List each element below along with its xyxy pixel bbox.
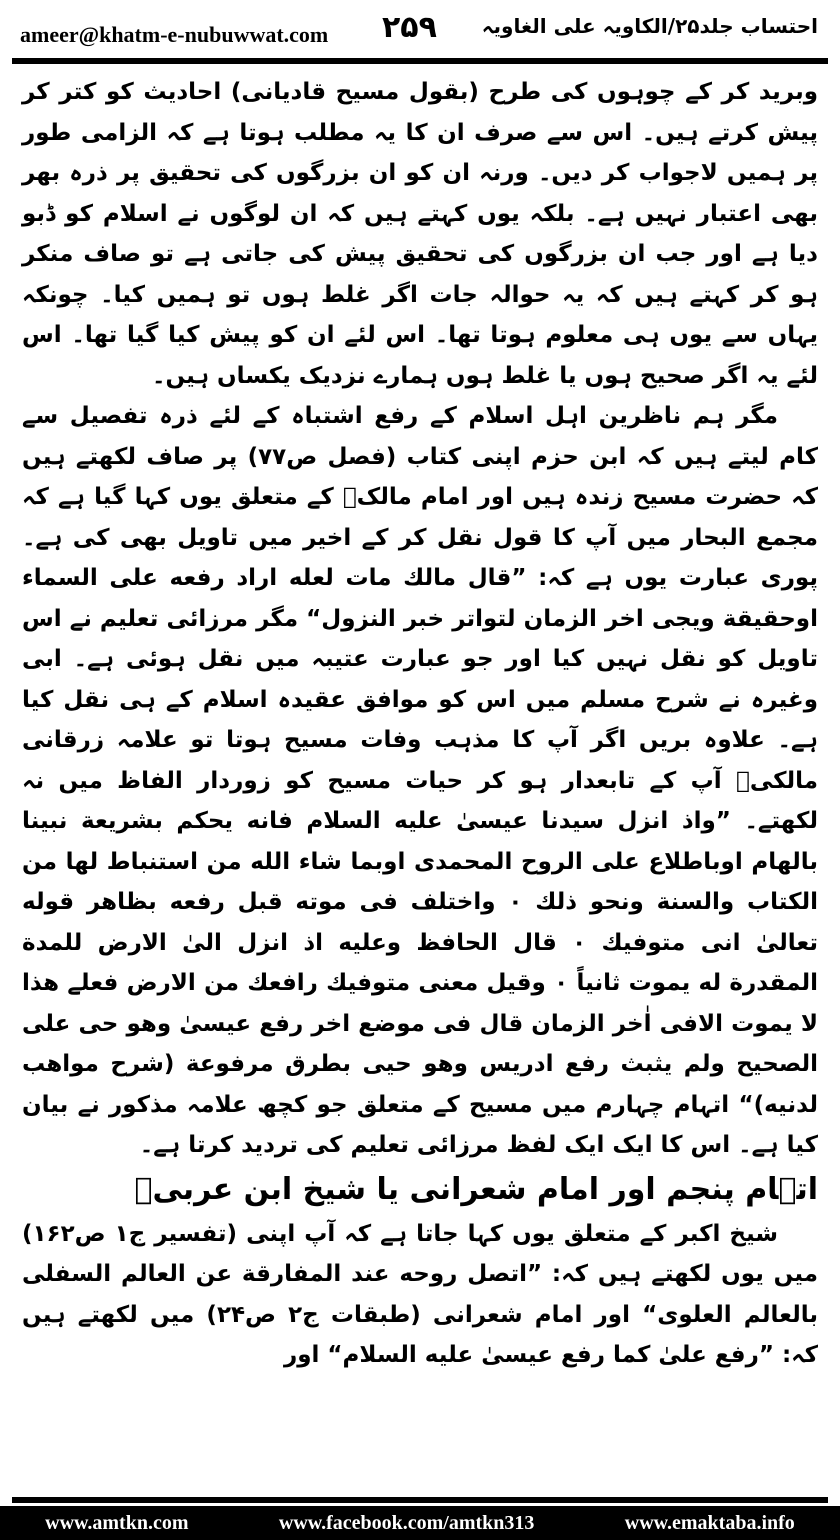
page-body [22, 72, 818, 1376]
book-title: احتساب جلد۲۵/الکاویہ علی الغاویہ [481, 14, 818, 38]
paragraph-2: مگر ہم ناظرین اہل اسلام کے رفع اشتباہ کے لئے ذرہ تفصیل سے کام لیتے ہیں کہ ابن حزم اپنی کتاب (فصل ص۷۷) پر صاف لکھتے ہیں کہ حضرت مسیح زندہ ہیں اور امام مالکؒ کے متعلق یوں کہا گیا ہے کہ مجمع البحار میں آپ کا قول نقل کر کے اخیر میں تاویل بھی کی ہے۔ پوری عبارت یوں ہے کہ: ”قال مالك مات لعله اراد رفعه على السماء اوحقيقة ويجى اخر الزمان لتواتر خبر النزول“ مگر مرزائی تعلیم نے اس تاویل کو نقل نہیں کیا اور جو عبارت عتیبہ میں نقل ہوئی ہے۔ ابی وغیرہ نے شرح مسلم میں اس کو موافق عقیدہ اسلام کے ہی نقل کیا ہے۔ علاوہ بریں اگر آپ کا مذہب وفات مسیح ہوتا تو علامہ زرقانی مالکیؒ آپ کے تابعدار ہو کر حیات مسیح کو زوردار الفاظ میں نہ لکھتے۔ ”واذ انزل سيدنا عيسىٰ عليه السلام فانه يحكم بشريعة نبينا بالهام اوباطلاع على الروح المحمدى اوبما شاء الله من استنباط لها من الكتاب والسنة ونحو ذلك ۰ واختلف فى موته قبل رفعه بظاهر قوله تعالىٰ انى متوفيك ۰ قال الحافظ وعليه اذ انزل الىٰ الارض للمدة المقدرة له يموت ثانياً ۰ وقيل معنى متوفيك رافعك من الارض فعلے هذا لا يموت الافى اٰخر الزمان قال فى موضع اخر رفع عيسىٰ وهو حى على الصحيح ولم يثبث رفع ادريس وهو حيى بطرق مرفوعة (شرح مواهب لدنيه)“ اتہام چہارم میں مسیح کے متعلق جو کچھ علامہ مذکور نے بیان کیا ہے۔ اس کا ایک ایک لفظ مرزائی تعلیم کی تردید کرتا ہے۔ [22, 403, 819, 1158]
header-rule [12, 58, 828, 64]
page-number: ۲۵۹ [382, 10, 437, 45]
header-email: ameer@khatm-e-nubuwwat.com [20, 22, 329, 47]
footer-link-emaktaba[interactable]: www.emaktaba.info [624, 1511, 795, 1534]
footer-link-facebook[interactable]: www.facebook.com/amtkn313 [278, 1511, 535, 1534]
footer-link-amtkn[interactable]: www.amtkn.com [45, 1511, 189, 1534]
section-heading: اتہام پنجم اور امام شعرانی یا شیخ ابن عربیؒ [134, 1171, 818, 1207]
paragraph-3: شیخ اکبر کے متعلق یوں کہا جاتا ہے کہ آپ اپنی (تفسیر ج۱ ص۱۶۲) میں یوں لکھتے ہیں کہ: ”اتصل روحه عند المفارقة عن العالم السفلى بالعالم العلوى“ اور امام شعرانی (طبقات ج۲ ص۲۴) میں لکھتے ہیں کہ: ”رفع علىٰ كما رفع عيسىٰ عليه السلام“ اور [22, 1220, 819, 1368]
page-header [0, 0, 840, 62]
page-footer [0, 1506, 840, 1540]
paragraph-1: وبرید کر کے چوہوں کی طرح (بقول مسیح قادیانی) احادیث کو کتر کر پیش کرتے ہیں۔ اس سے صرف ان کا یہ مطلب ہوتا ہے کہ الزامی طور پر ہمیں لاجواب کر دیں۔ ورنہ ان کو ان بزرگوں کی تحقیق پر ذرہ بھر بھی اعتبار نہیں ہے۔ بلکہ یوں کہتے ہیں کہ ان لوگوں نے اسلام کو ڈبو دیا ہے اور جب ان بزرگوں کی تحقیق پیش کی جاتی ہے تو صاف منکر ہو کر کہتے ہیں کہ یہ حوالہ جات اگر غلط ہوں تو ہمیں کیا۔ چونکہ یہاں سے یوں ہی معلوم ہوتا تھا۔ اس لئے ان کو پیش کیا گیا تھا۔ اس لئے یہ اگر صحیح ہوں یا غلط ہوں ہمارے نزدیک یکساں ہیں۔ [22, 79, 818, 389]
footer-rule [12, 1497, 828, 1503]
